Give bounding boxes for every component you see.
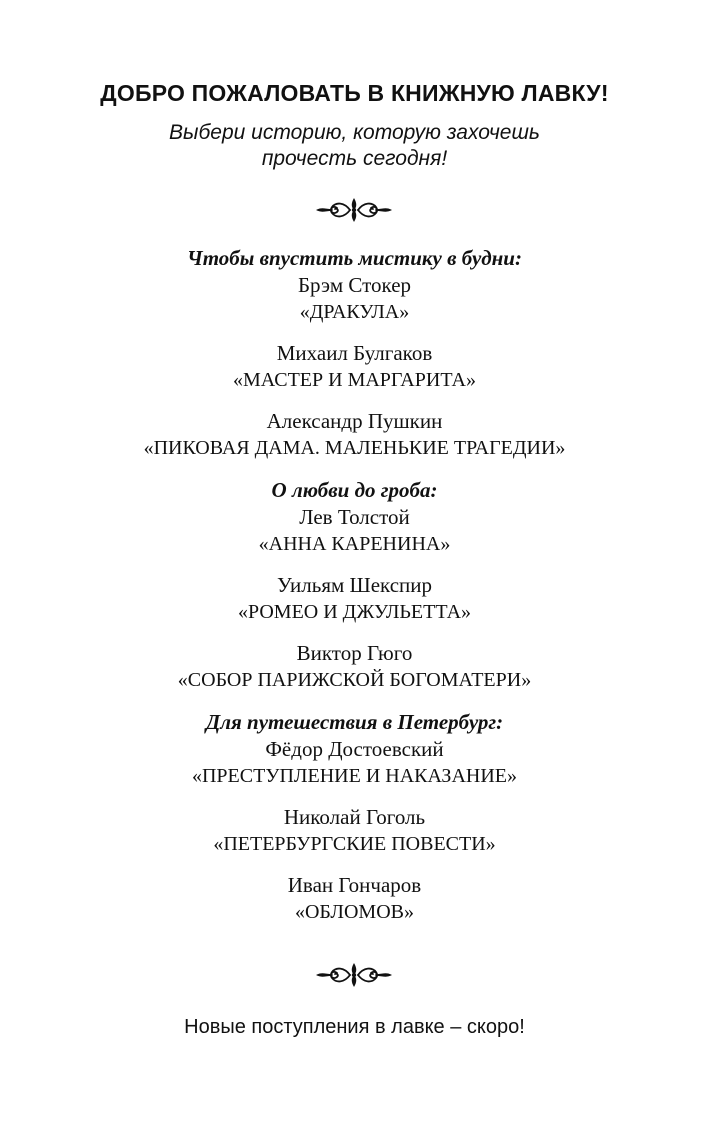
- flourish-ornament-icon: [314, 196, 394, 224]
- book-author: Лев Толстой: [299, 505, 410, 529]
- book-entry: [0, 872, 709, 926]
- book-title: «ДРАКУЛА»: [299, 301, 410, 323]
- section-love: [0, 476, 709, 694]
- book-entry: [0, 572, 709, 626]
- book-author: Иван Гончаров: [287, 873, 422, 897]
- book-author: Уильям Шекспир: [277, 573, 432, 597]
- section-heading: О любви до гроба:: [271, 478, 438, 502]
- book-author: Фёдор Достоевский: [265, 737, 444, 761]
- book-entry: [0, 340, 709, 394]
- page-subtitle: [0, 120, 709, 172]
- book-entry: [0, 736, 709, 790]
- book-author: Михаил Булгаков: [276, 341, 433, 365]
- book-title: «ПИКОВАЯ ДАМА. МАЛЕНЬКИЕ ТРАГЕДИИ»: [143, 437, 566, 459]
- page-title: ДОБРО ПОЖАЛОВАТЬ В КНИЖНУЮ ЛАВКУ!: [100, 80, 609, 106]
- book-entry: [0, 272, 709, 326]
- book-author: Виктор Гюго: [296, 641, 413, 665]
- section-petersburg: [0, 708, 709, 926]
- book-entry: [0, 504, 709, 558]
- book-title: «ПЕТЕРБУРГСКИЕ ПОВЕСТИ»: [213, 833, 496, 855]
- footer-note: Новые поступления в лавке – скоро!: [184, 1016, 525, 1038]
- book-title: «СОБОР ПАРИЖСКОЙ БОГОМАТЕРИ»: [177, 669, 532, 691]
- book-title: «АННА КАРЕНИНА»: [258, 533, 451, 555]
- section-mystic: [0, 244, 709, 462]
- book-entry: [0, 640, 709, 694]
- book-author: Николай Гоголь: [283, 805, 426, 829]
- subtitle-line-2: прочесть сегодня!: [261, 147, 448, 170]
- book-title: «МАСТЕР И МАРГАРИТА»: [233, 369, 476, 391]
- book-author: Александр Пушкин: [266, 409, 443, 433]
- subtitle-line-1: Выбери историю, которую захочешь: [169, 121, 540, 144]
- book-entry: [0, 804, 709, 858]
- flourish-ornament-icon: [314, 961, 394, 989]
- book-title: «ПРЕСТУПЛЕНИЕ И НАКАЗАНИЕ»: [191, 765, 517, 787]
- book-list: [0, 244, 709, 940]
- book-entry: [0, 408, 709, 462]
- book-title: «ОБЛОМОВ»: [294, 901, 414, 923]
- book-author: Брэм Стокер: [297, 273, 412, 297]
- book-title: «РОМЕО И ДЖУЛЬЕТТА»: [237, 601, 472, 623]
- section-heading: Для путешествия в Петербург:: [205, 710, 504, 734]
- section-heading: Чтобы впустить мистику в будни:: [187, 246, 522, 270]
